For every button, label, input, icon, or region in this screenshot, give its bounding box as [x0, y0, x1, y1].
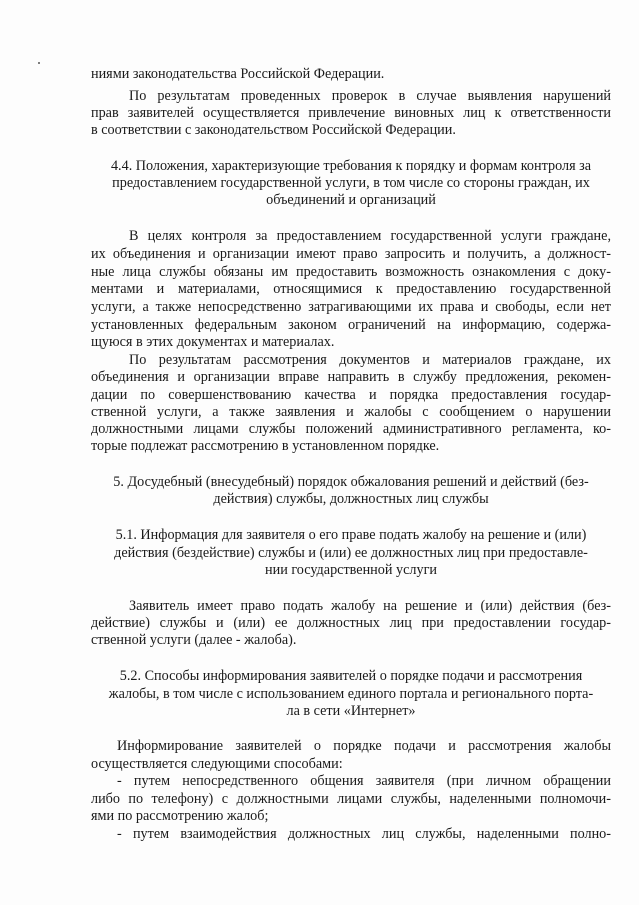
body-line: действие) службы и (или) ее должностных лиц при предоставлении государ-	[91, 615, 611, 631]
section-heading-line: предоставлением государственной услуги, в том числе со стороны граждан, их	[112, 175, 590, 191]
section-heading-line: нии государственной услуги	[265, 562, 437, 578]
body-line: осуществляется следующими способами:	[91, 756, 343, 772]
section-heading-line: действия (бездействие) службы и (или) ее должностных лиц при предоставле-	[114, 545, 588, 561]
body-line: ные лица службы обязаны им предоставить возможность ознакомления с доку-	[91, 264, 611, 280]
body-line: ниями законодательства Российской Федерации.	[91, 66, 385, 82]
scan-speck	[38, 62, 40, 64]
body-line: услуги, а также непосредственно затрагивающими их права и свободы, если нет	[91, 299, 611, 315]
body-line: - путем взаимодействия должностных лиц службы, наделенными полно-	[117, 826, 611, 842]
body-line: их объединения и организации имеют право запросить и получить, а должност-	[91, 246, 611, 262]
section-heading-line: ла в сети «Интернет»	[286, 703, 416, 719]
section-heading-line: 5.1. Информация для заявителя о его праве подать жалобу на решение и (или)	[115, 527, 587, 543]
body-line: в соответствии с законодательством Российской Федерации.	[91, 122, 456, 138]
body-line: прав заявителей осуществляется привлечение виновных лиц к ответственности	[91, 105, 611, 121]
section-heading-line: 5.2. Способы информирования заявителей о порядке подачи и рассмотрения	[119, 668, 583, 684]
body-line: ями по рассмотрению жалоб;	[91, 808, 269, 824]
section-heading-line: объединений и организаций	[266, 192, 436, 208]
section-heading-line: жалобы, в том числе с использованием единого портала и регионального порта-	[108, 686, 594, 702]
body-line: ственной услуги, а также заявления и жалобы с сообщением о нарушении	[91, 404, 611, 420]
body-line: Заявитель имеет право подать жалобу на решение и (или) действия (без-	[129, 598, 611, 614]
body-line: ственной услуги (далее - жалоба).	[91, 632, 297, 648]
body-line: торые подлежат рассмотрению в установленном порядке.	[91, 438, 440, 454]
body-line: должностными лицами службы положений административного регламента, ко-	[91, 421, 611, 437]
body-line: либо по телефону) с должностными лицами службы, наделенными полномочи-	[91, 791, 611, 807]
body-line: - путем непосредственного общения заявителя (при личном обращении	[117, 773, 611, 789]
body-line: объединения и организации вправе направить в службу предложения, рекомен-	[91, 369, 611, 385]
body-line: дации по совершенствованию качества и порядка предоставления государ-	[91, 387, 611, 403]
body-line: ментами и материалами, относящимися к предоставлению государственной	[91, 281, 611, 297]
section-heading-line: действия) службы, должностных лиц службы	[213, 491, 489, 507]
body-line: По результатам рассмотрения документов и материалов граждане, их	[129, 352, 611, 368]
section-heading-line: 4.4. Положения, характеризующие требования к порядку и формам контроля за	[110, 158, 592, 174]
section-heading-line: 5. Досудебный (внесудебный) порядок обжалования решений и действий (без-	[113, 474, 589, 490]
body-line: щуюся в этих документах и материалах.	[91, 334, 335, 350]
body-line: По результатам проведенных проверок в случае выявления нарушений	[129, 88, 611, 104]
body-line: установленных федеральным законом ограничений на информацию, содержа-	[91, 317, 611, 333]
body-line: В целях контроля за предоставлением государственной услуги граждане,	[129, 228, 611, 244]
body-line: Информирование заявителей о порядке подачи и рассмотрения жалобы	[117, 738, 611, 754]
